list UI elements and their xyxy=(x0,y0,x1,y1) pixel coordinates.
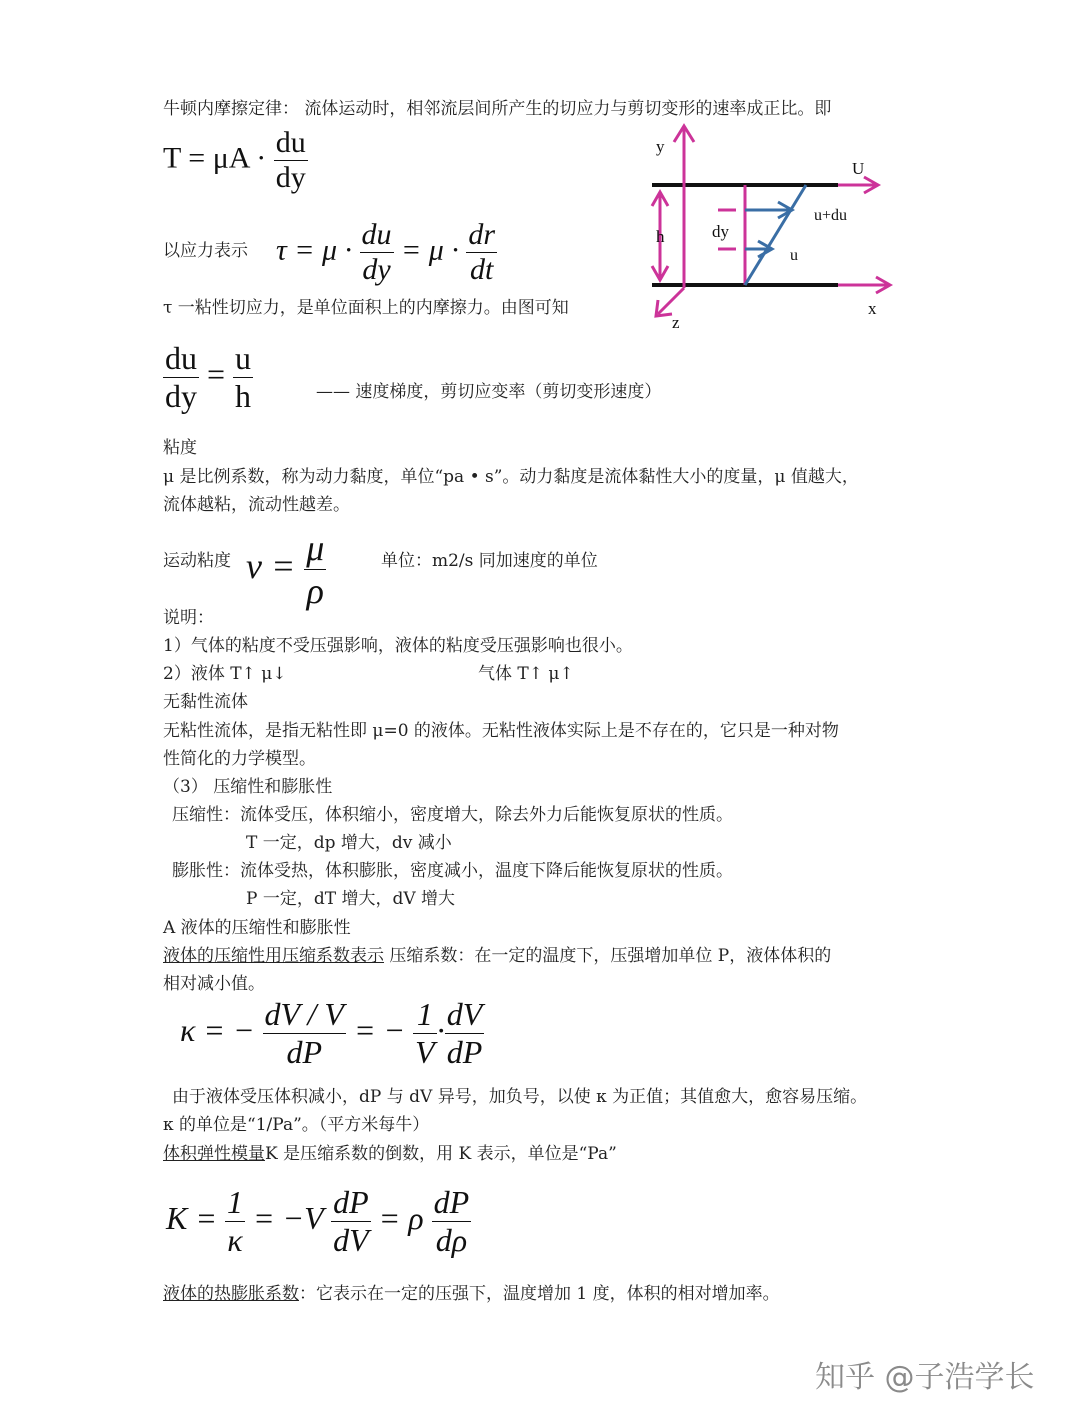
coefficient-definition: 压缩系数：在一定的温度下，压强增加单位 P，液体体积的 xyxy=(384,946,832,966)
formula-bulk-modulus xyxy=(166,1184,471,1259)
fraction-denominator: dy xyxy=(275,161,306,194)
kappa-description-2: κ 的单位是“1/Pa”。（平方米每牛） xyxy=(163,1115,430,1135)
label-dy: dy xyxy=(712,222,729,241)
fraction-numerator: μ xyxy=(306,528,325,568)
formula-compressibility xyxy=(180,996,484,1071)
fraction-denominator: h xyxy=(235,378,252,414)
expand-1: 膨胀性：流体受热，体积膨胀，密度减小，温度下降后能恢复原状的性质。 xyxy=(172,861,733,881)
fraction-numerator: u xyxy=(235,340,252,376)
z-axis-arrow xyxy=(656,288,684,316)
kappa-description-1: 由于液体受压体积减小，dP 与 dV 异号，加负号，以使 κ 为正值；其值愈大，愈容易压缩。 xyxy=(172,1087,868,1107)
fraction-numerator: du xyxy=(361,218,392,251)
y-axis-arrow xyxy=(674,126,694,288)
formula-kinematic xyxy=(246,527,326,612)
note-2-liquid: 2）液体 T↑ μ↓ xyxy=(163,664,287,684)
formula-newton xyxy=(163,126,308,195)
formula-gradient-equals: = xyxy=(207,355,226,392)
thermal-expansion-definition: ：它表示在一定的压强下，温度增加 1 度，体积的相对增加率。 xyxy=(299,1284,780,1304)
fraction-numerator: du xyxy=(275,126,306,159)
formula-bulk-fraction-2 xyxy=(331,1184,371,1259)
formula-compressibility-lhs: κ = − xyxy=(180,1011,255,1048)
fraction-numerator: du xyxy=(165,340,197,376)
formula-gradient xyxy=(163,340,253,415)
fraction-numerator: dV / V xyxy=(264,996,344,1032)
label-y: y xyxy=(656,137,665,156)
velocity-profile xyxy=(745,185,806,285)
formula-stress xyxy=(276,218,497,287)
formula-stress-fraction-1 xyxy=(360,218,394,287)
expand-2: P 一定，dT 增大，dV 增大 xyxy=(246,889,456,909)
tau-description: τ 一粘性切应力，是单位面积上的内摩擦力。由图可知 xyxy=(163,298,569,318)
fraction-denominator: κ xyxy=(227,1222,243,1258)
coefficient-line xyxy=(163,945,831,967)
compress-2: T 一定，dp 增大，dv 减小 xyxy=(246,833,452,853)
fraction-numerator: 1 xyxy=(413,996,437,1034)
fraction-numerator: 1 xyxy=(226,1184,243,1220)
label-u: u xyxy=(790,247,798,264)
mu-description-2: 流体越粘，流动性越差。 xyxy=(163,495,350,515)
coefficient-line-2: 相对减小值。 xyxy=(163,974,265,994)
formula-kinematic-fraction xyxy=(304,527,326,612)
formula-compressibility-mid: = − xyxy=(353,1011,406,1048)
fraction-denominator: dy xyxy=(165,378,197,414)
fraction-denominator: dρ xyxy=(435,1222,468,1258)
bulk-modulus-term: 体积弹性模量 xyxy=(163,1144,265,1164)
formula-bulk-mid-2: = ρ xyxy=(378,1199,424,1236)
mu-description-1: μ 是比例系数，称为动力黏度，单位“pa • s”。动力黏度是流体黏性大小的度量，μ 值越大， xyxy=(163,467,859,487)
fraction-denominator: ρ xyxy=(306,571,324,611)
label-h: h xyxy=(656,227,665,246)
fraction-denominator: dV xyxy=(333,1222,369,1258)
fraction-denominator: dP xyxy=(446,1034,483,1070)
kinematic-unit: 单位：m2/s 同加速度的单位 xyxy=(381,551,598,571)
formula-bulk-fraction-1 xyxy=(225,1184,245,1259)
kinematic-label: 运动粘度 xyxy=(163,551,231,571)
gradient-description: —— 速度梯度，剪切应变率（剪切变形速度） xyxy=(316,382,662,402)
label-z: z xyxy=(672,313,680,332)
stress-label: 以应力表示 xyxy=(163,241,248,261)
formula-bulk-mid-1: = −V xyxy=(252,1199,324,1236)
fraction-numerator: dP xyxy=(333,1184,369,1220)
inviscid-2: 性简化的力学模型。 xyxy=(163,749,316,769)
bulk-modulus-line xyxy=(163,1143,617,1165)
formula-stress-mid: = μ · xyxy=(401,233,459,267)
note-heading: 说明： xyxy=(163,608,214,628)
formula-compressibility-dot: · xyxy=(436,1011,445,1048)
section-3-heading: （3） 压缩性和膨胀性 xyxy=(163,777,333,797)
formula-gradient-fraction-1 xyxy=(163,340,199,415)
shear-flow-diagram xyxy=(620,118,920,338)
formula-newton-lhs: T = μA · xyxy=(163,141,267,175)
formula-bulk-fraction-3 xyxy=(432,1184,472,1259)
formula-bulk-lhs: K = xyxy=(166,1199,217,1236)
formula-newton-fraction xyxy=(274,126,308,195)
coefficient-term: 液体的压缩性用压缩系数表示 xyxy=(163,946,384,966)
fraction-denominator: dt xyxy=(470,253,494,286)
formula-stress-lhs: τ = μ · xyxy=(276,233,353,267)
formula-gradient-fraction-2 xyxy=(233,340,253,415)
formula-kinematic-lhs: ν = xyxy=(246,545,296,586)
inviscid-1: 无粘性流体，是指无粘性即 μ=0 的液体。无粘性液体实际上是不存在的，它只是一种对物 xyxy=(163,721,839,741)
watermark: 知乎 @子浩学长 xyxy=(815,1360,1035,1395)
formula-compressibility-fraction-3 xyxy=(445,996,485,1071)
thermal-expansion-line xyxy=(163,1283,780,1305)
fraction-numerator: dP xyxy=(433,1184,470,1220)
newton-law-line: 牛顿内摩擦定律： 流体运动时，相邻流层间所产生的切应力与剪切变形的速率成正比。即 xyxy=(163,99,832,119)
section-a-heading: A 液体的压缩性和膨胀性 xyxy=(163,918,351,938)
u-velocity-arrow xyxy=(838,177,878,193)
compress-1: 压缩性：流体受压，体积缩小，密度增大，除去外力后能恢复原状的性质。 xyxy=(172,805,733,825)
formula-stress-fraction-2 xyxy=(466,218,497,287)
thermal-expansion-term: 液体的热膨胀系数 xyxy=(163,1284,299,1304)
label-x: x xyxy=(868,299,877,318)
inviscid-heading: 无黏性流体 xyxy=(163,692,248,712)
label-u-du: u+du xyxy=(814,207,848,224)
fraction-numerator: dV xyxy=(446,996,483,1032)
note-2-gas: 气体 T↑ μ↑ xyxy=(478,664,574,684)
fraction-denominator: V xyxy=(415,1034,435,1070)
x-axis-arrow xyxy=(838,277,890,293)
label-U: U xyxy=(852,159,865,178)
fraction-denominator: dy xyxy=(362,253,391,286)
fraction-numerator: dr xyxy=(468,218,496,251)
bulk-modulus-definition: K 是压缩系数的倒数，用 K 表示，单位是“Pa” xyxy=(265,1144,617,1164)
note-1: 1）气体的粘度不受压强影响，液体的粘度受压强影响也很小。 xyxy=(163,636,633,656)
viscosity-heading: 粘度 xyxy=(163,438,197,458)
fraction-denominator: dP xyxy=(286,1034,323,1070)
formula-compressibility-fraction-2 xyxy=(413,996,437,1071)
formula-compressibility-fraction-1 xyxy=(263,996,346,1071)
